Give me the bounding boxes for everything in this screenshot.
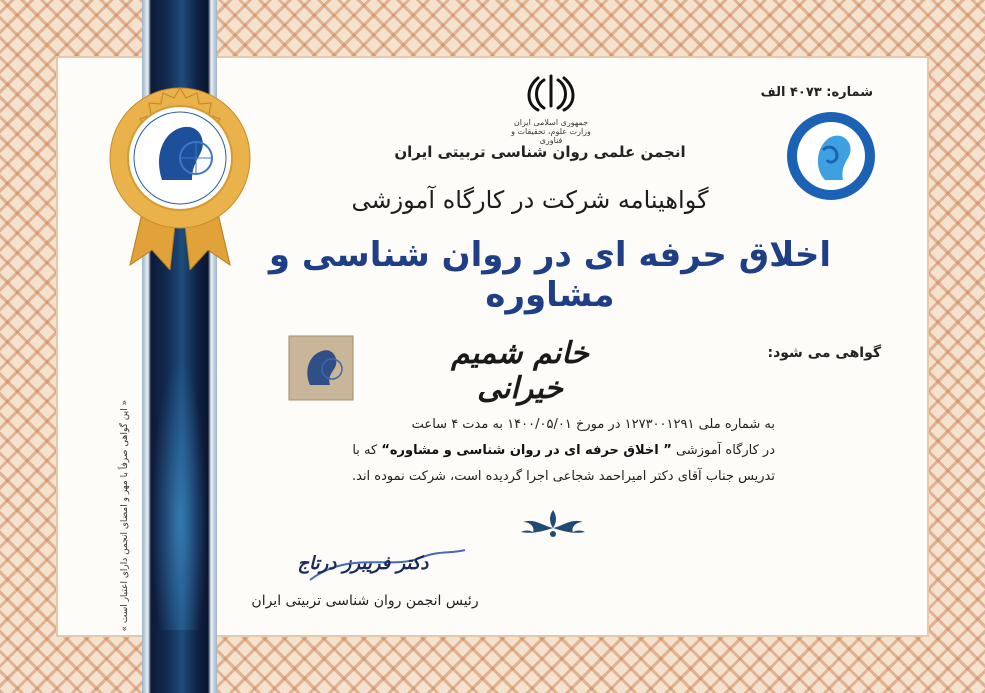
body-line-2-prefix: در کارگاه آموزشی [675, 443, 775, 458]
certifies-label: گواهی می شود: [767, 345, 881, 361]
validity-note: « این گواهی صرفاً با مهر و امضای انجمن دارای اعتبار است » [120, 400, 130, 632]
ornament-icon [513, 506, 593, 540]
seal-icon [288, 335, 354, 401]
organization-name: انجمن علمی روان شناسی تربیتی ایران [394, 143, 686, 161]
ribbon-glow [151, 360, 208, 630]
body-line-2-suffix: که با [352, 443, 378, 458]
signatory-title: رئیس انجمن روان شناسی تربیتی ایران [251, 593, 479, 609]
body-line-3: تدریس جناب آقای دکتر امیراحمد شجاعی اجرا گردیده است، شرکت نموده اند. [351, 469, 775, 484]
body-line-1: به شماره ملی ۱۲۷۳۰۰۱۲۹۱ در مورخ ۱۴۰۰/۰۵/۰۱ به مدت ۴ ساعت [411, 417, 775, 432]
workshop-title: اخلاق حرفه ای در روان شناسی و مشاوره [268, 235, 832, 315]
certificate-title: گواهینامه شرکت در کارگاه آموزشی [351, 186, 709, 214]
body-line-2-workshop: ” اخلاق حرفه ای در روان شناسی و مشاوره“ [381, 443, 672, 458]
signature-name: دکتر فریبرز درتاج [297, 553, 429, 574]
emblem-icon [526, 72, 576, 114]
body-line-2 [320, 438, 775, 464]
certificate-body [320, 412, 775, 490]
recipient-name: خانم شمیم خیرانی [451, 336, 589, 406]
certificate-number: شماره: ۴۰۷۳ الف [760, 85, 873, 100]
emblem-caption: جمهوری اسلامی ایران وزارت علوم، تحقیقات و فناوری [511, 118, 591, 145]
